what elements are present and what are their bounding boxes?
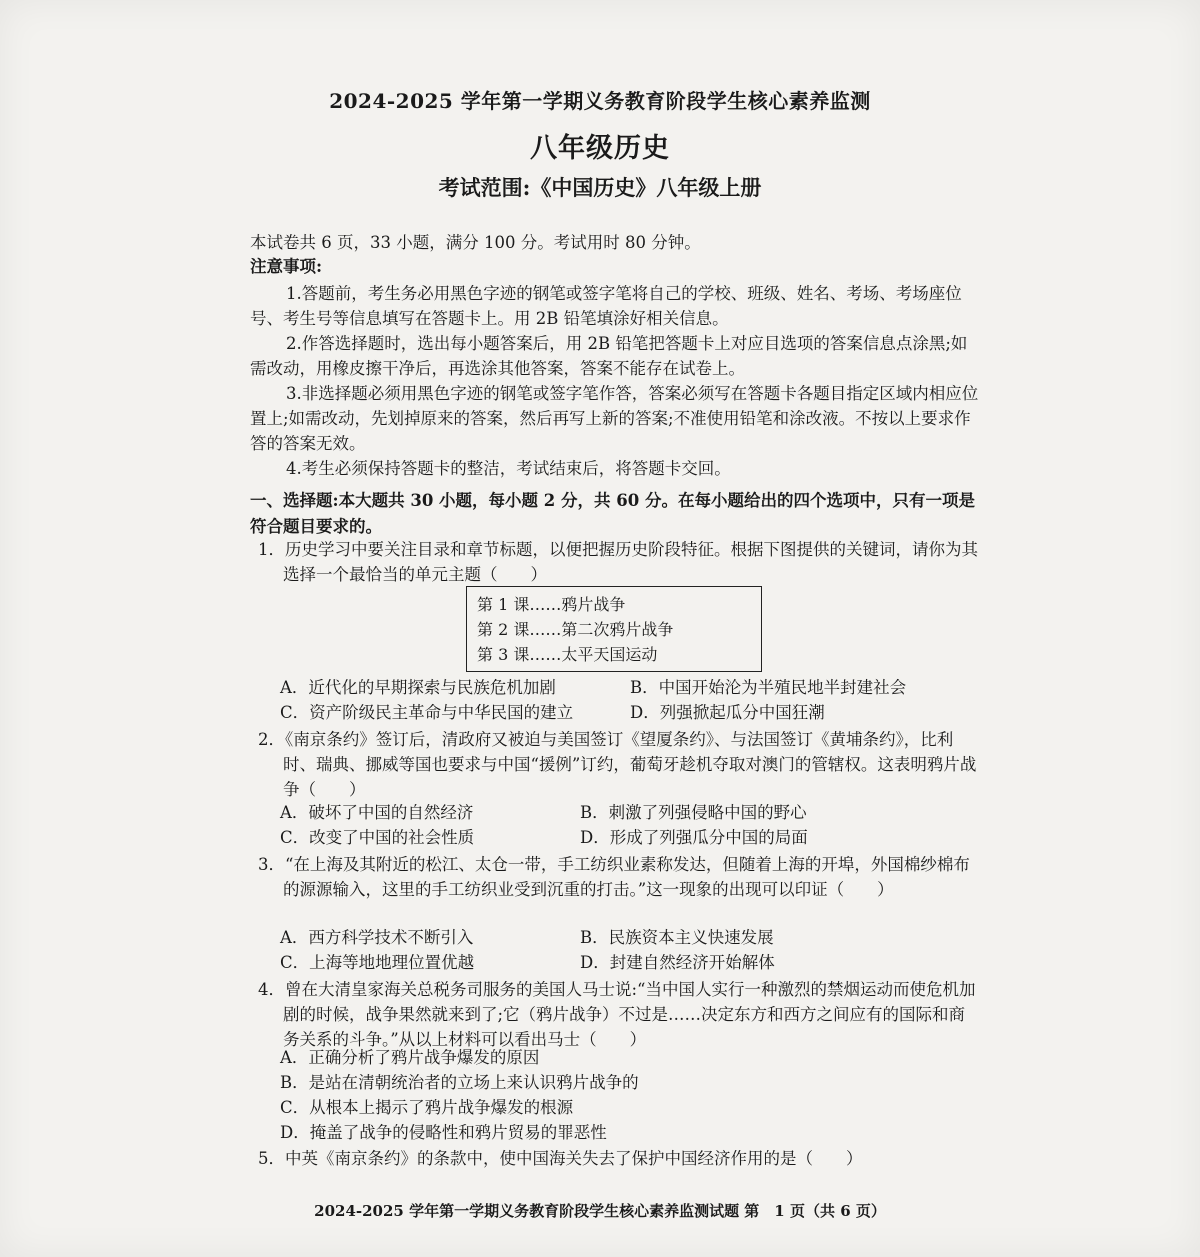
- lesson-list-box: [466, 586, 762, 672]
- option-a: A．西方科学技术不断引入: [280, 928, 474, 947]
- option-a: A．破坏了中国的自然经济: [280, 803, 474, 822]
- option-b: B．刺激了列强侵略中国的野心: [580, 803, 807, 822]
- question-4: [250, 977, 980, 1052]
- question-3-options: [280, 925, 980, 975]
- exam-scope: 考试范围:《中国历史》八年级上册: [438, 175, 762, 200]
- question-stem: 2．《南京条约》签订后，清政府又被迫与美国签订《望厦条约》、与法国签订《黄埔条约》，比利时、瑞典、挪威等国也要求与中国“援例”订约，葡萄牙趁机夺取对澳门的管辖权。这表明鸦片战争（ ）: [258, 730, 977, 799]
- option-b: B．是站在清朝统治者的立场上来认识鸦片战争的: [280, 1073, 639, 1092]
- exam-title-line1: 2024-2025 学年第一学期义务教育阶段学生核心素养监测: [329, 89, 871, 113]
- option-b: B．中国开始沦为半殖民地半封建社会: [630, 678, 907, 697]
- option-d: D．形成了列强瓜分中国的局面: [580, 828, 808, 847]
- option-b: B．民族资本主义快速发展: [580, 928, 774, 947]
- question-2: [250, 727, 980, 802]
- option-c: C．改变了中国的社会性质: [280, 828, 475, 847]
- option-a: A．正确分析了鸦片战争爆发的原因: [280, 1048, 540, 1067]
- notes-list: [250, 281, 980, 481]
- question-1: [250, 537, 980, 587]
- option-d: D．封建自然经济开始解体: [580, 953, 775, 972]
- section-title-choice: 一、选择题:本大题共 30 小题，每小题 2 分，共 60 分。在每小题给出的四个选项中，只有一项是符合题目要求的。: [250, 491, 975, 536]
- option-c: C．资产阶级民主革命与中华民国的建立: [280, 703, 574, 722]
- question-3: [250, 852, 980, 902]
- lesson-item: 第 1 课……鸦片战争: [477, 595, 626, 614]
- option-d: D．列强掀起瓜分中国狂潮: [630, 703, 825, 722]
- note-item: 1.答题前，考生务必用黑色字迹的钢笔或签字笔将自己的学校、班级、姓名、考场、考场座位号、考生号等信息填写在答题卡上。用 2B 铅笔填涂好相关信息。: [250, 284, 962, 328]
- note-item: 2.作答选择题时，选出每小题答案后，用 2B 铅笔把答题卡上对应目选项的答案信息点涂黑;如需改动，用橡皮擦干净后，再选涂其他答案，答案不能存在试卷上。: [250, 334, 968, 378]
- question-stem: 5．中英《南京条约》的条款中，使中国海关失去了保护中国经济作用的是（ ）: [258, 1149, 863, 1168]
- question-2-options: [280, 800, 980, 850]
- question-5: [250, 1146, 980, 1171]
- note-item: 3.非选择题必须用黑色字迹的钢笔或签字笔作答，答案必须写在答题卡各题目指定区域内相应位置上;如需改动，先划掉原来的答案，然后再写上新的答案;不准使用铅笔和涂改液。不按以上要求作答的答案无效。: [250, 384, 979, 453]
- notice-title: 注意事项:: [250, 257, 323, 276]
- option-c: C．从根本上揭示了鸦片战争爆发的根源: [280, 1098, 574, 1117]
- question-stem: 4．曾在大清皇家海关总税务司服务的美国人马士说:“当中国人实行一种激烈的禁烟运动而使危机加剧的时候，战争果然就来到了;它（鸦片战争）不过是……决定东方和西方之间应有的国际和商务关系的斗争。”从以上材料可以看出马士（ ）: [258, 980, 976, 1049]
- lesson-item: 第 3 课……太平天国运动: [477, 645, 658, 664]
- option-c: C．上海等地地理位置优越: [280, 953, 475, 972]
- question-stem: 1．历史学习中要关注目录和章节标题，以便把握历史阶段特征。根据下图提供的关键词，请你为其选择一个最恰当的单元主题（ ）: [258, 540, 978, 584]
- question-4-options: [280, 1045, 980, 1145]
- question-stem: 3．“在上海及其附近的松江、太仓一带，手工纺织业素称发达，但随着上海的开埠，外国棉纱棉布的源源输入，这里的手工纺织业受到沉重的打击。”这一现象的出现可以印证（ ）: [258, 855, 970, 899]
- note-item: 4.考生必须保持答题卡的整洁，考试结束后，将答题卡交回。: [286, 459, 731, 478]
- page-footer: 2024-2025 学年第一学期义务教育阶段学生核心素养监测试题 第 1 页（共 6 页）: [314, 1202, 886, 1220]
- question-1-options: [280, 675, 980, 725]
- option-d: D．掩盖了战争的侵略性和鸦片贸易的罪恶性: [280, 1123, 607, 1142]
- exam-intro: 本试卷共 6 页，33 小题，满分 100 分。考试用时 80 分钟。: [250, 233, 701, 252]
- lesson-item: 第 2 课……第二次鸦片战争: [477, 620, 674, 639]
- exam-subject-title: 八年级历史: [530, 133, 670, 164]
- option-a: A．近代化的早期探索与民族危机加剧: [280, 678, 556, 697]
